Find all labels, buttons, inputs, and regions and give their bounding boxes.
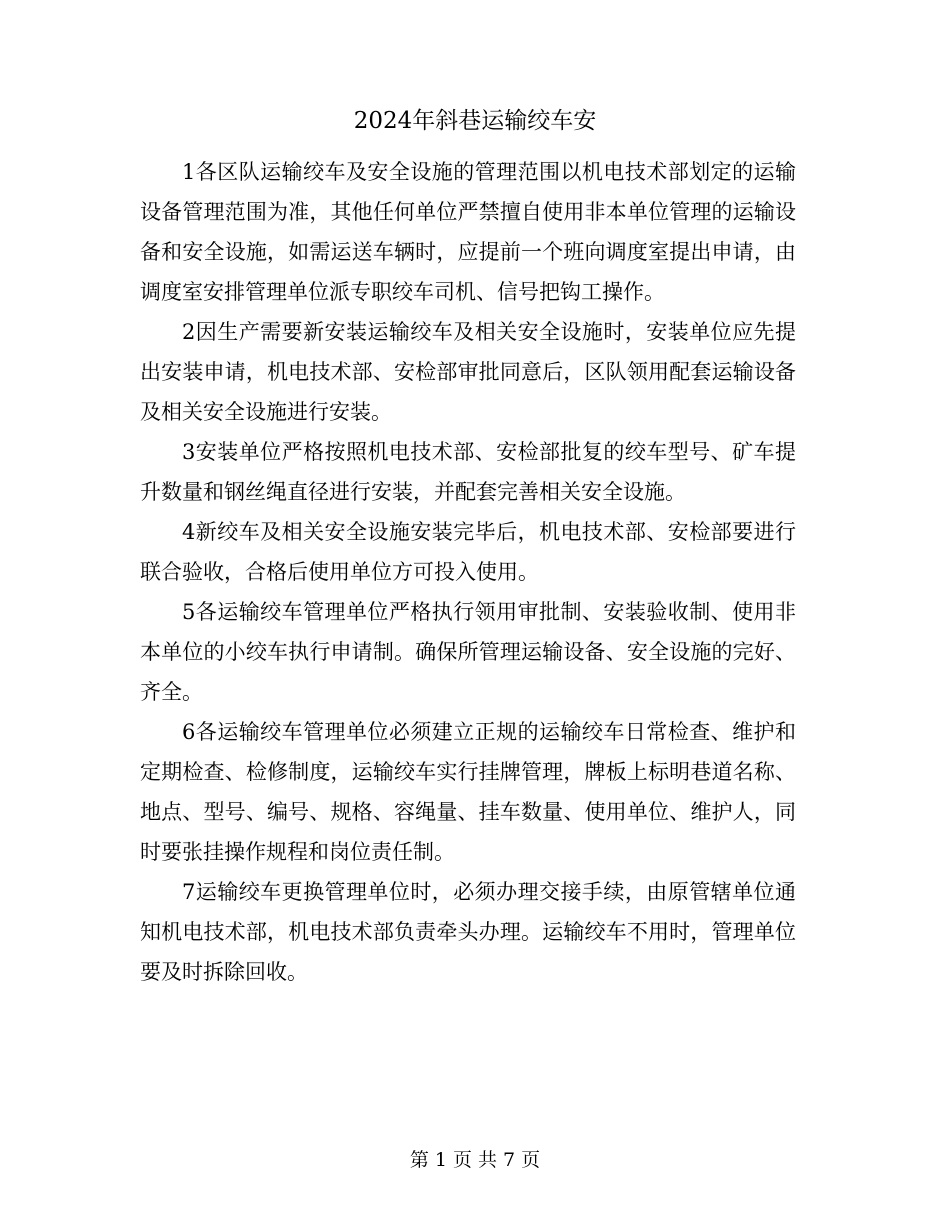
paragraph-1: 1各区队运输绞车及安全设施的管理范围以机电技术部划定的运输设备管理范围为准，其他任何单位严禁擅自使用非本单位管理的运输设备和安全设施，如需运送车辆时，应提前一个班向调度室提出申请，由调度室安排管理单位派专职绞车司机、信号把钩工操作。 [140,160,796,304]
paragraph-5: 5各运输绞车管理单位严格执行领用审批制、安装验收制、使用非本单位的小绞车执行申请制。确保所管理运输设备、安全设施的完好、齐全。 [140,600,796,704]
page-footer: 第 1 页 共 7 页 [409,1149,541,1171]
paragraph-6: 6各运输绞车管理单位必须建立正规的运输绞车日常检查、维护和定期检查、检修制度，运输绞车实行挂牌管理，牌板上标明巷道名称、地点、型号、编号、规格、容绳量、挂车数量、使用单位、维护人，同时要张挂操作规程和岗位责任制。 [140,720,796,864]
paragraph-3: 3安装单位严格按照机电技术部、安检部批复的绞车型号、矿车提升数量和钢丝绳直径进行安装，并配套完善相关安全设施。 [140,440,796,504]
document-title: 2024年斜巷运输绞车安 [353,108,597,134]
paragraph-4: 4新绞车及相关安全设施安装完毕后，机电技术部、安检部要进行联合验收，合格后使用单位方可投入使用。 [140,520,796,584]
document-body [140,152,796,992]
paragraph-2: 2因生产需要新安装运输绞车及相关安全设施时，安装单位应先提出安装申请，机电技术部、安检部审批同意后，区队领用配套运输设备及相关安全设施进行安装。 [140,320,796,424]
paragraph-7: 7运输绞车更换管理单位时，必须办理交接手续，由原管辖单位通知机电技术部，机电技术部负责牵头办理。运输绞车不用时，管理单位要及时拆除回收。 [140,880,796,984]
